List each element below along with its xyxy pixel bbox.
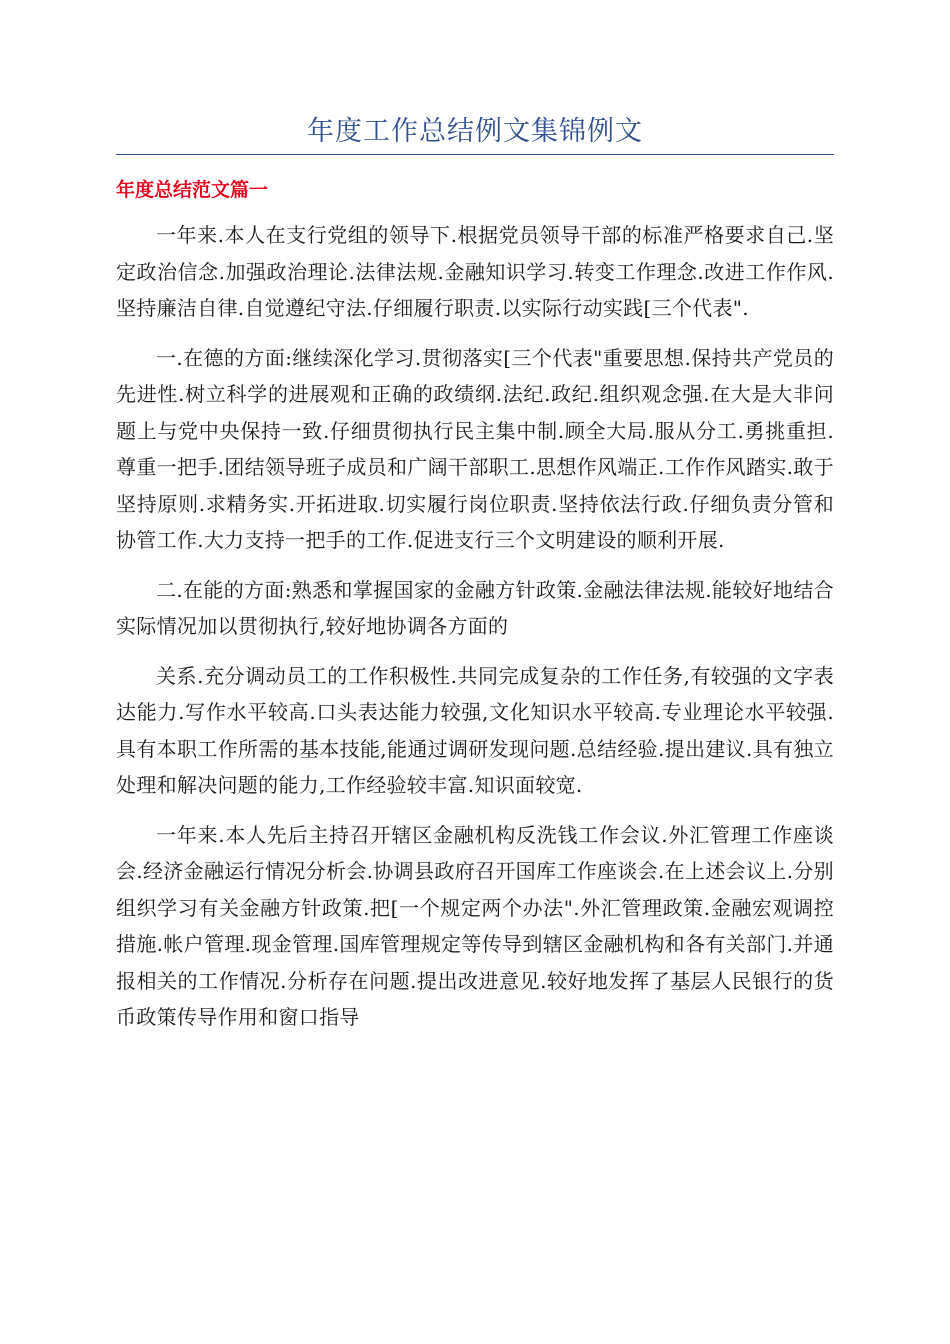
body-paragraph: 关系.充分调动员工的工作积极性.共同完成复杂的工作任务,有较强的文字表达能力.写作水平较高.口头表达能力较强,文化知识水平较高.专业理论水平较强.具有本职工作所需的基本技能,能通过调研发现问题.总结经验.提出建议.具有独立处理和解决问题的能力,工作经验较丰富.知识面较宽. [116, 663, 834, 797]
body-paragraph: 一年来.本人在支行党组的领导下.根据党员领导干部的标准严格要求自己.坚定政治信念.加强政治理论.法律法规.金融知识学习.转变工作理念.改进工作作风.坚持廉洁自律.自觉遵纪守法.仔细履行职责.以实际行动实践[三个代表". [116, 223, 834, 320]
section-heading: 年度总结范文篇一 [116, 179, 269, 201]
body-paragraph: 一年来.本人先后主持召开辖区金融机构反洗钱工作会议.外汇管理工作座谈会.经济金融运行情况分析会.协调县政府召开国库工作座谈会.在上述会议上.分别组织学习有关金融方针政策.把[一个规定两个办法".外汇管理政策.金融宏观调控措施.帐户管理.现金管理.国库管理规定等传导到辖区金融机构和各有关部门.并通报相关的工作情况.分析存在问题.提出改进意见.较好地发挥了基层人民银行的货币政策传导作用和窗口指导 [116, 822, 834, 1029]
document-title: 年度工作总结例文集锦例文 [307, 116, 643, 147]
title-underline [116, 154, 834, 155]
document-page [116, 110, 834, 1049]
body-paragraph: 二.在能的方面:熟悉和掌握国家的金融方针政策.金融法律法规.能较好地结合实际情况加以贯彻执行,较好地协调各方面的 [116, 577, 834, 638]
body-paragraph: 一.在德的方面:继续深化学习.贯彻落实[三个代表"重要思想.保持共产党员的先进性.树立科学的进展观和正确的政绩纲.法纪.政纪.组织观念强.在大是大非问题上与党中央保持一致.仔细贯彻执行民主集中制.顾全大局.服从分工.勇挑重担.尊重一把手.团结领导班子成员和广阔干部职工.思想作风端正.工作作风踏实.敢于坚持原则.求精务实.开拓进取.切实履行岗位职责.坚持依法行政.仔细负责分管和协管工作.大力支持一把手的工作.促进支行三个文明建设的顺利开展. [116, 345, 834, 552]
